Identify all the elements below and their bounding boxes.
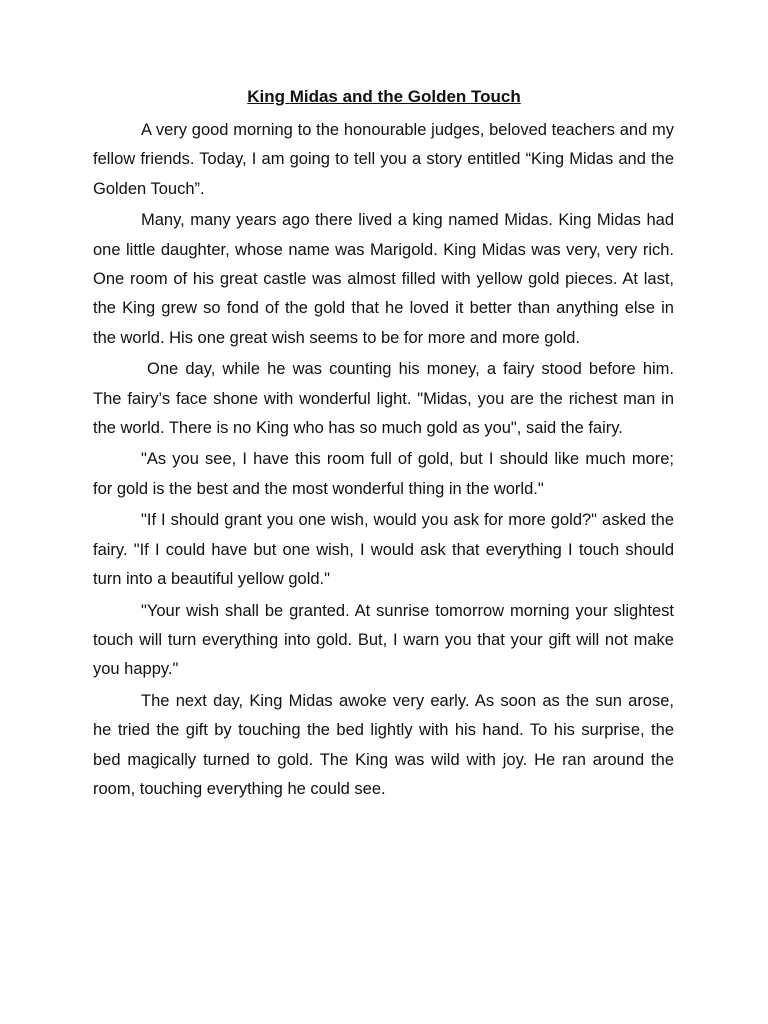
paragraph-greeting: A very good morning to the honourable judges, beloved teachers and my fellow friends. Today, I am going to tell you a story entitled “King Midas and the Golden Touch”. (93, 121, 674, 198)
paragraph-midas-reply: "As you see, I have this room full of gold, but I should like much more; for gold is the best and the most wonderful thing in the world." (93, 450, 674, 498)
paragraph-next-day: The next day, King Midas awoke very early. As soon as the sun arose, he tried the gift by touching the bed lightly with his hand. To his surprise, the bed magically turned to gold. The King was wild with joy. He ran around the room, touching everything he could see. (93, 691, 674, 798)
paragraph-wish-granted: "Your wish shall be granted. At sunrise tomorrow morning your slightest touch will turn everything into gold. But, I warn you that your gift will not make you happy." (93, 601, 674, 679)
paragraph-fairy-offer: "If I should grant you one wish, would you ask for more gold?" asked the fairy. "If I could have but one wish, I would ask that everything I touch should turn into a beautiful yellow gold." (93, 511, 674, 589)
document-body (93, 116, 674, 804)
paragraph-fairy-appears: One day, while he was counting his money, a fairy stood before him. The fairy’s face shone with wonderful light. "Midas, you are the richest man in the world. There is no King who has so much gold as you", said the fairy. (93, 360, 674, 438)
document-title: King Midas and the Golden Touch (247, 87, 521, 106)
paragraph-king-midas-intro: Many, many years ago there lived a king named Midas. King Midas had one little daughter, whose name was Marigold. King Midas was very, very rich. One room of his great castle was almost filled with yellow gold pieces. At last, the King grew so fond of the gold that he loved it better than anything else in the world. His one great wish seems to be for more and more gold. (93, 211, 674, 347)
